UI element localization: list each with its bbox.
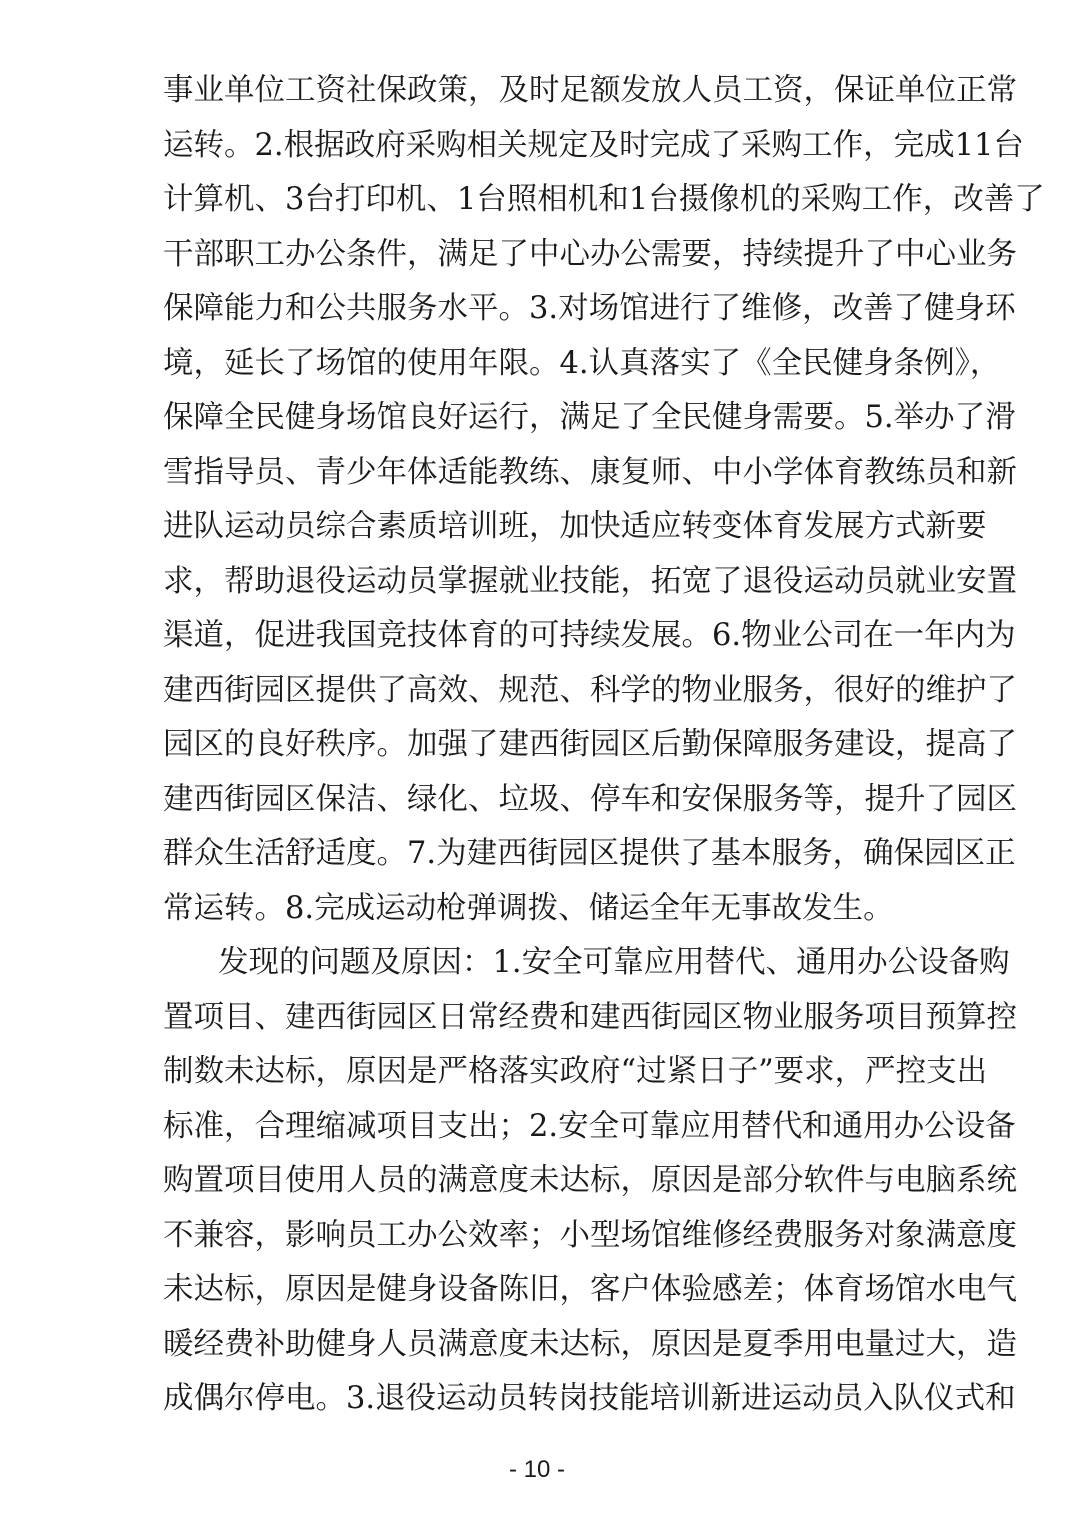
text-line: 成偶尔停电。3.退役运动员转岗技能培训新进运动员入队仪式和 xyxy=(163,1381,1016,1416)
page-number: - 10 - xyxy=(508,1456,565,1483)
text-line: 不兼容，影响员工办公效率；小型场馆维修经费服务对象满意度 xyxy=(163,1217,1017,1253)
text-line: 制数未达标，原因是严格落实政府“过紧日子”要求，严控支出 xyxy=(163,1054,988,1089)
text-line: 常运转。8.完成运动枪弹调拨、储运全年无事故发生。 xyxy=(163,890,894,926)
text-line: 运转。2.根据政府采购相关规定及时完成了采购工作，完成11台 xyxy=(163,127,1024,163)
text-line: 保障全民健身场馆良好运行，满足了全民健身需要。5.举办了滑 xyxy=(163,400,1016,435)
paragraph-1 xyxy=(163,64,1045,936)
text-line: 发现的问题及原因：1.安全可靠应用替代、通用办公设备购 xyxy=(218,945,1010,980)
text-line: 建西街园区提供了高效、规范、科学的物业服务，很好的维护了 xyxy=(163,672,1017,708)
text-line: 境，延长了场馆的使用年限。4.认真落实了《全民健身条例》， xyxy=(163,345,1001,381)
text-line: 园区的良好秩序。加强了建西街园区后勤保障服务建设，提高了 xyxy=(163,727,1017,762)
text-line: 标准，合理缩减项目支出；2.安全可靠应用替代和通用办公设备 xyxy=(163,1108,1016,1144)
text-line: 未达标，原因是健身设备陈旧，客户体验感差；体育场馆水电气 xyxy=(163,1272,1017,1307)
text-line: 建西街园区保洁、绿化、垃圾、停车和安保服务等，提升了园区 xyxy=(163,781,1017,817)
text-line: 保障能力和公共服务水平。3.对场馆进行了维修，改善了健身环 xyxy=(163,291,1016,326)
text-line: 雪指导员、青少年体适能教练、康复师、中小学体育教练员和新 xyxy=(163,454,1017,490)
text-line: 事业单位工资社保政策，及时足额发放人员工资，保证单位正常 xyxy=(163,73,1017,108)
text-line: 干部职工办公条件，满足了中心办公需要，持续提升了中心业务 xyxy=(163,236,1017,272)
text-line: 置项目、建西街园区日常经费和建西街园区物业服务项目预算控 xyxy=(163,999,1017,1035)
text-line: 群众生活舒适度。7.为建西街园区提供了基本服务，确保园区正 xyxy=(163,836,1016,871)
body-text xyxy=(163,64,1045,1427)
text-line: 暖经费补助健身人员满意度未达标，原因是夏季用电量过大，造 xyxy=(163,1326,1017,1362)
text-line: 计算机、3台打印机、1台照相机和1台摄像机的采购工作，改善了 xyxy=(163,182,1045,217)
text-line: 渠道，促进我国竞技体育的可持续发展。6.物业公司在一年内为 xyxy=(163,618,1016,653)
text-line: 求，帮助退役运动员掌握就业技能，拓宽了退役运动员就业安置 xyxy=(163,563,1017,599)
paragraph-2 xyxy=(163,936,1017,1427)
text-line: 购置项目使用人员的满意度未达标，原因是部分软件与电脑系统 xyxy=(163,1163,1017,1198)
text-line: 进队运动员综合素质培训班，加快适应转变体育发展方式新要 xyxy=(163,509,987,544)
